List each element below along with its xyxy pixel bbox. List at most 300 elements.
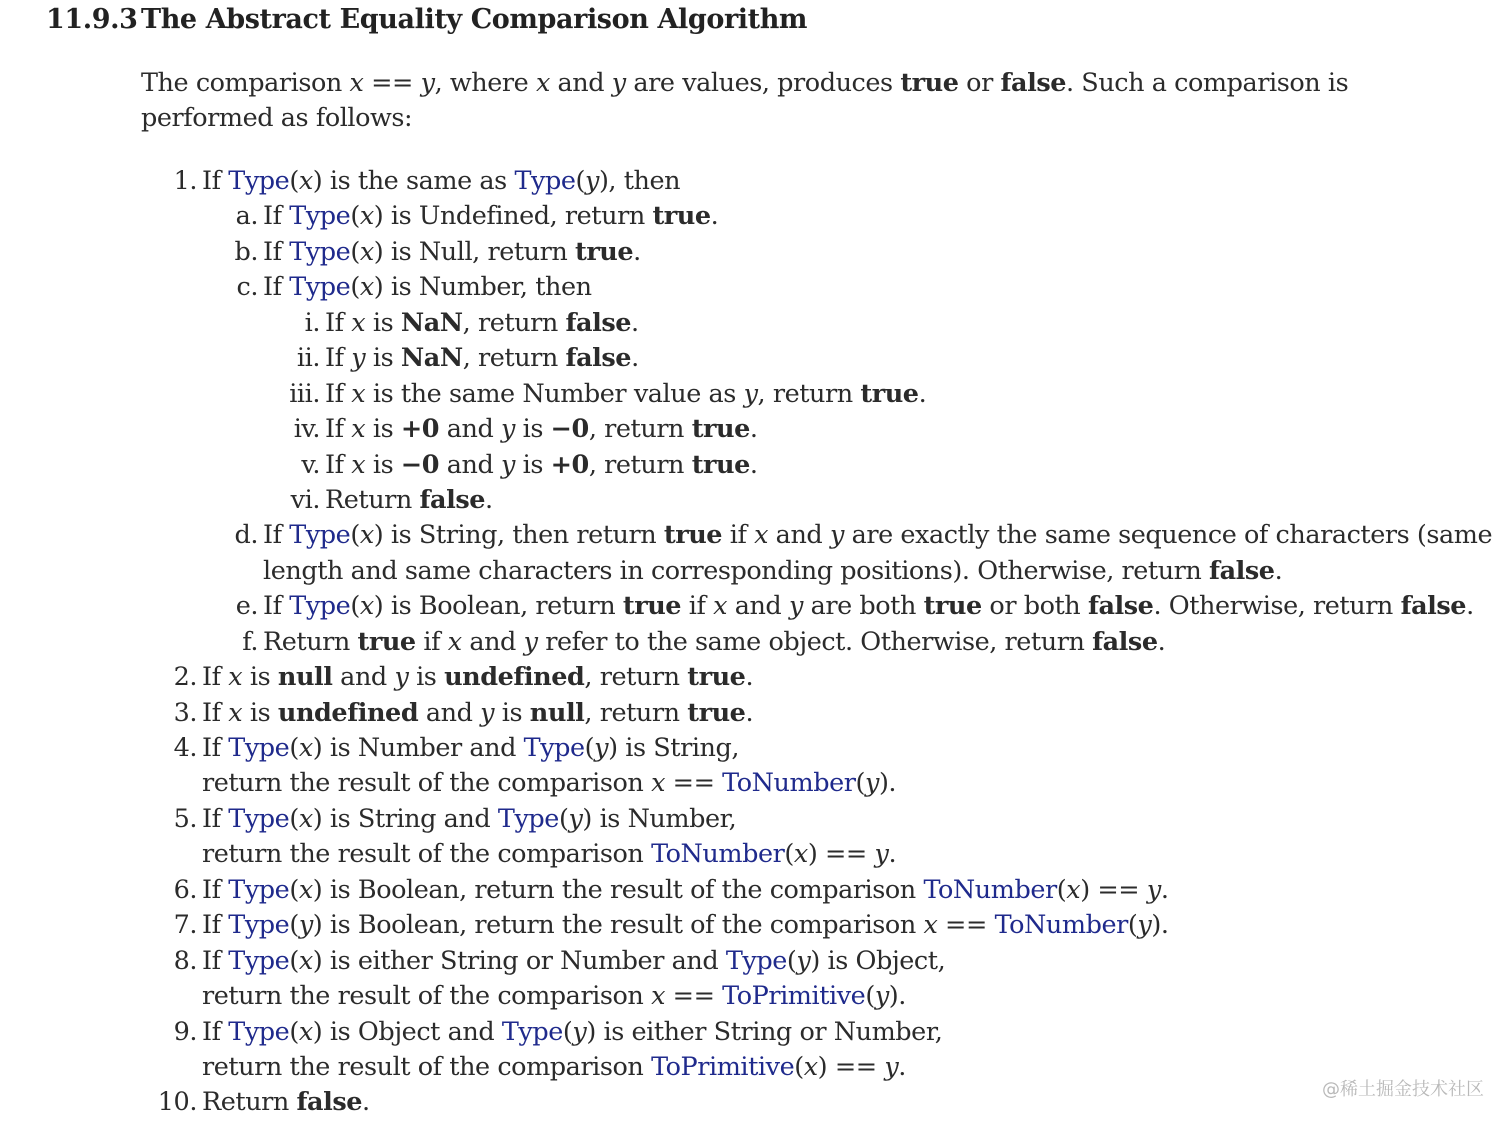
spec-link[interactable]: Type [289,520,351,551]
step-text [325,377,926,412]
text-run: ). [1151,910,1169,941]
step-marker: 5. [173,803,197,834]
text-run: , return [588,449,692,480]
algorithm-step [0,377,1512,412]
text-run: or [958,68,1001,98]
bold-term: −0 [400,449,440,480]
bold-term: false [565,307,632,338]
text-run: ( [562,1016,573,1047]
algorithm-steps [0,164,1512,1121]
variable: x [228,697,243,728]
variable: x [359,201,374,232]
variable: y [594,733,609,763]
bold-term: +0 [400,414,440,445]
bold-term: true [622,591,682,622]
step-text [263,554,1282,589]
spec-link[interactable]: ToNumber [923,874,1057,905]
bold-term: false [1092,626,1158,657]
text-run: If [202,662,229,693]
text-run: and [727,591,789,622]
watermark: @稀土掘金技术社区 [1322,1079,1484,1100]
text-run: ) == [807,839,875,870]
text-run: ( [1056,874,1067,905]
text-run: ) is Number and [312,733,524,763]
text-run: and [768,520,830,551]
text-run: . [1274,555,1283,586]
variable: y [351,343,366,374]
text-run: Return [202,1087,297,1118]
spec-link[interactable]: Type [289,201,351,232]
step-text [325,483,493,518]
algorithm-step [0,766,1512,801]
text-run: ) is Number, then [373,272,592,303]
algorithm-step [0,589,1512,624]
bold-term: null [277,662,333,693]
text-run: length and same characters in corresponding positions). Otherwise, return [263,555,1210,586]
bold-term: false [1087,591,1154,622]
text-run: or both [981,591,1088,622]
bold-term: undefined [277,697,419,728]
text-run: If [325,378,352,409]
text-run: . [485,484,493,515]
text-run: If [202,166,229,196]
algorithm-step [0,518,1512,553]
text-run: If [202,945,229,976]
text-run: == [363,68,421,98]
step-marker: d. [234,520,258,551]
text-run: , return [757,378,861,409]
algorithm-step [0,908,1512,943]
section-number: 11.9.3 [46,4,138,35]
text-run: return the result of the comparison [202,981,652,1012]
text-run: ) is Object, [810,945,946,976]
text-run: ), then [598,166,681,196]
step-marker: c. [236,272,258,303]
text-run: is [365,307,401,338]
text-run: ( [289,733,299,763]
text-run: If [325,307,352,338]
algorithm-step [0,696,1512,731]
step-text [263,625,1165,660]
algorithm-step [0,235,1512,270]
text-run: If [263,591,290,622]
step-marker: 10. [157,1087,197,1118]
variable: x [351,414,366,445]
text-run: is [494,697,530,728]
step-marker: a. [235,201,258,232]
text-run: Return [263,626,358,657]
text-run: ( [786,945,797,976]
spec-link[interactable]: ToNumber [651,839,785,870]
step-text [202,979,906,1014]
variable: x [754,520,769,551]
step-text [202,766,896,801]
bold-term: true [900,68,959,98]
variable: x [351,307,366,338]
variable: y [1146,874,1161,905]
text-run: . [1157,626,1166,657]
algorithm-step [0,1015,1512,1050]
variable: y [864,768,879,799]
spec-link[interactable]: Type [289,272,351,303]
step-marker: i. [304,307,320,338]
text-run: == [665,981,723,1012]
step-text [263,589,1474,624]
text-run: == [937,910,995,941]
bold-term: false [296,1087,363,1118]
text-run: return the result of the comparison [202,839,652,870]
algorithm-step [0,554,1512,589]
step-text [202,731,739,766]
bold-term: null [529,697,585,728]
variable: y [788,591,803,622]
text-run: ( [289,910,299,941]
text-run: ( [784,839,794,870]
text-run: . [1160,874,1169,905]
step-text [263,199,718,234]
text-run: . [1466,591,1474,622]
bold-term: true [691,449,750,480]
variable: y [829,520,844,551]
spec-link[interactable]: Type [228,166,290,196]
variable: x [298,874,313,905]
text-run: If [263,201,290,232]
text-run: ). [878,768,897,799]
text-run: and [461,626,524,657]
text-run: ( [855,768,865,799]
section-heading [46,4,807,35]
variable: x [349,68,364,98]
text-run: . Otherwise, return [1153,591,1401,622]
spec-link[interactable]: Type [514,166,576,196]
step-text [202,164,680,199]
text-run: ( [350,201,360,232]
text-run: If [202,803,229,834]
bold-term: false [1400,591,1467,622]
spec-link[interactable]: ToNumber [722,768,856,799]
text-run: ( [865,981,875,1012]
step-marker: 2. [173,662,197,693]
step-marker: b. [234,236,258,267]
spec-link[interactable]: Type [501,1016,563,1047]
text-run: is [514,449,551,480]
text-run: If [263,272,290,303]
text-run: ( [289,945,299,976]
text-run: ) is Boolean, return the result of the comparison [312,874,924,905]
text-run: are both [802,591,924,622]
step-text [202,908,1169,943]
text-run: and [332,662,395,693]
text-run: is [365,414,401,445]
text-run: if [681,591,714,622]
text-run: ) == [1080,874,1147,905]
text-run: ) is Object and [312,1016,502,1047]
text-run: are values, produces [625,68,901,98]
step-marker: 4. [173,733,197,763]
spec-link[interactable]: Type [289,591,351,622]
algorithm-step [0,341,1512,376]
text-run: return the result of the comparison [202,768,652,799]
text-run: If [202,874,229,905]
text-run: . [898,1051,906,1082]
bold-term: +0 [550,449,589,480]
spec-link[interactable]: Type [228,945,290,976]
variable: x [359,272,374,303]
text-run: ( [584,733,595,763]
algorithm-step [0,448,1512,483]
bold-term: undefined [444,662,585,693]
text-run: is [408,662,445,693]
text-run: . [918,378,927,409]
text-run: == [665,768,723,799]
algorithm-step [0,979,1512,1014]
variable: y [572,1016,587,1047]
text-run: and [439,414,502,445]
text-run: return the result of the comparison [202,1051,652,1082]
text-run: ). [888,981,906,1012]
bold-term: false [419,484,486,515]
spec-link[interactable]: ToPrimitive [651,1051,795,1082]
text-run: If [202,733,229,763]
bold-term: true [687,697,746,728]
variable: x [298,945,313,976]
bold-term: false [565,343,632,374]
text-run: ) is Boolean, return the result of the comparison [312,910,924,941]
variable: y [884,1051,899,1082]
step-text [325,412,758,447]
text-run: if [722,520,755,551]
bold-term: true [574,236,634,267]
variable: x [298,1016,313,1047]
step-marker: v. [301,449,320,480]
step-marker: 6. [173,874,197,905]
step-text [202,837,896,872]
text-run: is [242,662,278,693]
text-run: . [631,307,639,338]
step-marker: e. [235,591,258,622]
variable: y [523,626,538,657]
algorithm-step [0,660,1512,695]
text-run: ) is the same as [312,166,515,196]
variable: x [298,166,313,196]
text-run: ( [575,166,585,196]
step-marker: 7. [173,910,197,941]
text-run: . [710,201,719,232]
step-marker: 3. [173,697,197,728]
step-marker: ii. [296,343,320,374]
step-text [202,944,945,979]
algorithm-step [0,412,1512,447]
spec-link[interactable]: Type [228,733,290,763]
text-run: ) is String, [608,733,740,763]
step-marker: iv. [293,414,320,445]
algorithm-step [0,944,1512,979]
bold-term: NaN [400,343,463,374]
intro-paragraph [141,66,1401,136]
text-run: , return [462,343,566,374]
step-text [263,270,592,305]
text-run: ( [289,874,299,905]
variable: x [793,839,808,870]
text-run: ( [289,1016,299,1047]
algorithm-step [0,1085,1512,1120]
variable: x [359,520,374,551]
text-run: . [745,662,754,693]
step-text [202,1050,906,1085]
algorithm-step [0,731,1512,766]
variable: y [568,803,583,834]
algorithm-step [0,199,1512,234]
text-run: is the same Number value as [365,378,744,409]
text-run: . [745,697,754,728]
text-run: ( [558,803,569,834]
step-text [202,802,736,837]
variable: y [611,68,626,98]
step-text [325,306,639,341]
bold-term: NaN [400,307,463,338]
variable: x [228,662,243,693]
step-marker: vi. [290,484,320,515]
section-title: The Abstract Equality Comparison Algorithm [141,4,808,35]
variable: x [713,591,728,622]
algorithm-step [0,270,1512,305]
spec-link[interactable]: Type [497,803,559,834]
text-run: ) is Null, return [373,236,575,267]
text-run: , where [434,68,536,98]
spec-link[interactable]: Type [725,945,787,976]
spec-link[interactable]: Type [228,910,290,941]
variable: x [359,236,374,267]
variable: y [584,166,599,196]
step-text [202,1085,370,1120]
variable: y [874,839,889,870]
text-run: , return [584,697,688,728]
variable: x [651,981,665,1012]
algorithm-step [0,837,1512,872]
variable: x [351,378,366,409]
bold-term: true [687,662,746,693]
step-marker: iii. [289,378,320,409]
text-run: are exactly the same sequence of characters (same [843,520,1493,551]
text-run: ( [350,591,360,622]
algorithm-step [0,483,1512,518]
variable: x [923,910,938,941]
text-run: If [325,449,352,480]
step-text [202,1015,942,1050]
text-run: ( [350,520,360,551]
spec-link[interactable]: Type [228,1016,290,1047]
text-run: ) is String and [312,803,498,834]
step-marker: 8. [173,945,197,976]
variable: x [298,803,313,834]
text-run: ( [350,236,360,267]
variable: x [1066,874,1081,905]
step-marker: 9. [173,1016,197,1047]
text-run: refer to the same object. Otherwise, return [537,626,1093,657]
text-run: if [415,626,448,657]
algorithm-step [0,625,1512,660]
step-text [202,660,753,695]
text-run: If [263,236,290,267]
step-text [202,696,753,731]
variable: y [743,378,758,409]
text-run: is [365,343,401,374]
text-run: , return [588,414,692,445]
text-run: is [365,449,401,480]
variable: y [501,449,515,480]
variable: y [480,697,495,728]
text-run: ) is either String or Number and [312,945,726,976]
variable: y [420,68,435,98]
variable: y [501,414,515,445]
text-run: . [749,414,758,445]
step-text [263,235,641,270]
variable: x [351,449,366,480]
text-run: Return [325,484,420,515]
variable: y [298,910,313,941]
variable: x [359,591,374,622]
text-run: ( [289,166,299,196]
bold-term: false [1209,555,1275,586]
text-run: ) is Undefined, return [373,201,653,232]
variable: x [447,626,462,657]
text-run: ) is Boolean, return [373,591,623,622]
text-run: and [549,68,612,98]
text-run: ) is String, then return [373,520,664,551]
variable: x [535,68,550,98]
variable: y [874,981,889,1012]
text-run: If [325,343,352,374]
text-run: If [263,520,290,551]
text-run: ( [1127,910,1138,941]
text-run: The comparison [141,68,350,98]
step-marker: 1. [173,166,197,196]
text-run: ( [289,803,299,834]
algorithm-step [0,306,1512,341]
variable: x [651,768,665,799]
text-run: If [202,697,229,728]
variable: x [298,733,313,763]
step-text [325,448,758,483]
spec-link[interactable]: Type [228,874,290,905]
bold-term: false [1000,68,1066,98]
spec-link[interactable]: Type [289,236,351,267]
bold-term: true [663,520,723,551]
text-run: is [514,414,551,445]
text-run: . [749,449,758,480]
bold-term: true [357,626,416,657]
bold-term: −0 [550,414,589,445]
text-run: . [888,839,897,870]
variable: y [394,662,409,693]
spec-link[interactable]: ToPrimitive [722,981,866,1012]
text-run: is [242,697,278,728]
text-run: . Such a comparison is performed as follows: [141,68,1349,133]
spec-link[interactable]: ToNumber [994,910,1128,941]
spec-link[interactable]: Type [228,803,290,834]
text-run: ) == [817,1051,885,1082]
text-run: and [439,449,502,480]
variable: y [1137,910,1152,941]
text-run: If [325,414,352,445]
spec-link[interactable]: Type [523,733,585,763]
text-run: ( [794,1051,804,1082]
bold-term: true [691,414,750,445]
step-text [202,873,1168,908]
bold-term: true [652,201,711,232]
step-text [325,341,639,376]
algorithm-step [0,873,1512,908]
